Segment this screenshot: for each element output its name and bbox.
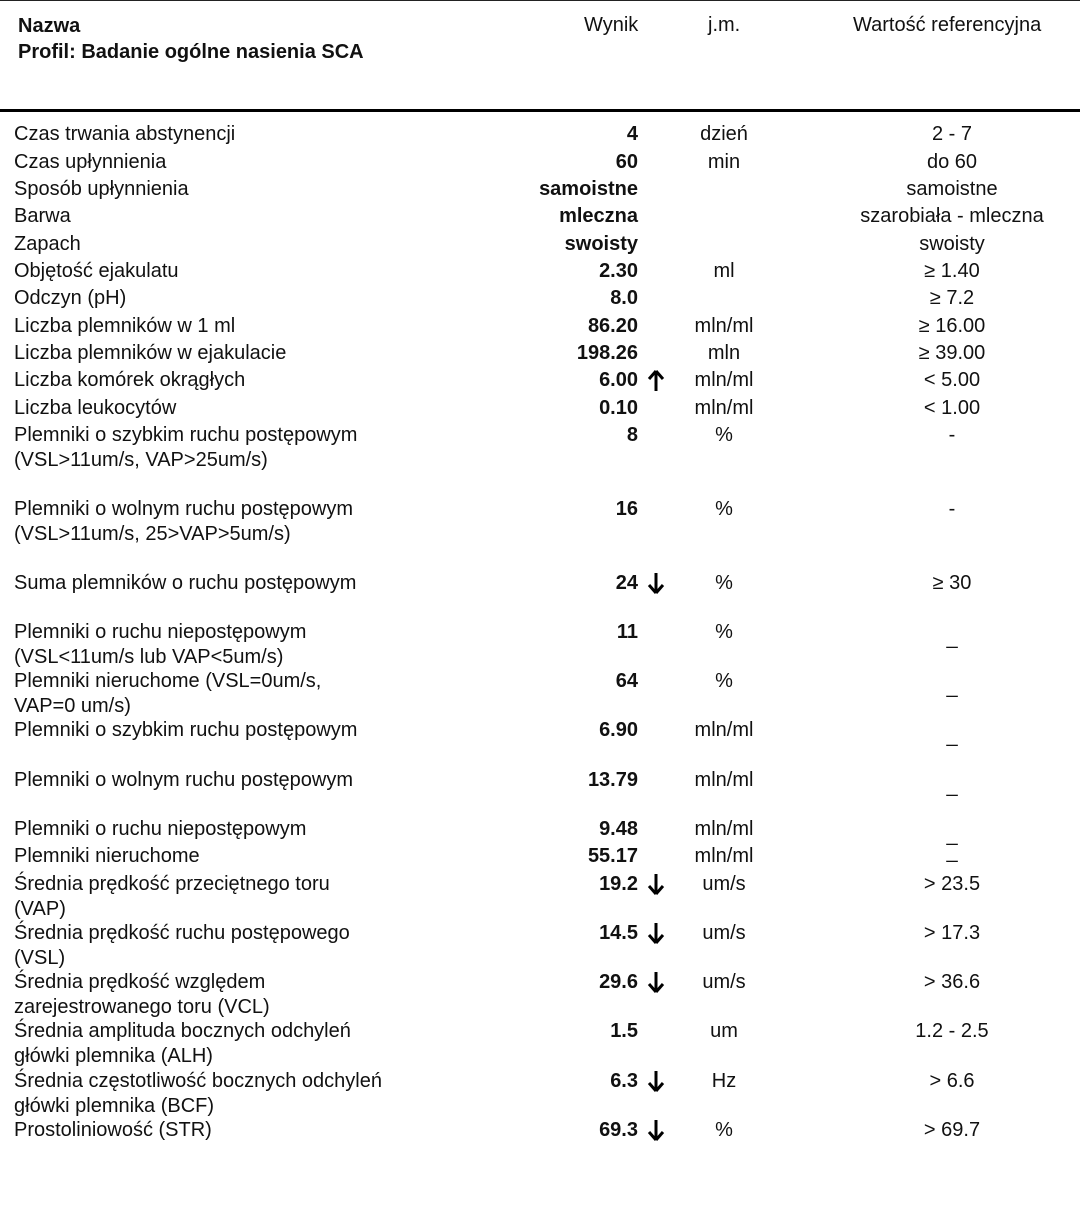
row-reference: _	[946, 627, 958, 649]
row-name: Średnia prędkość przeciętnego toru (VAP)	[14, 873, 330, 920]
row-name: Odczyn (pH)	[14, 287, 127, 309]
row-value: 8.0	[610, 287, 638, 309]
row-name: Prostoliniowość (STR)	[14, 1119, 212, 1141]
row-reference: > 36.6	[923, 971, 981, 993]
row-value: 8	[626, 424, 638, 446]
row-reference: 1.2 - 2.5	[915, 1020, 989, 1042]
row-name: Plemniki o ruchu niepostępowym (VSL<11um/s lub VAP<5um/s)	[14, 621, 307, 668]
row-value: 55.17	[587, 845, 638, 867]
row-unit: %	[715, 572, 733, 594]
row-name: Plemniki o ruchu niepostępowym	[14, 818, 307, 840]
row-unit: mln/ml	[694, 845, 754, 867]
row-reference: szarobiała - mleczna	[860, 205, 1044, 227]
row-value: 16	[615, 498, 638, 520]
row-name: Plemniki nieruchome (VSL=0um/s, VAP=0 um/s)	[14, 670, 322, 717]
row-reference: ≥ 7.2	[929, 287, 975, 309]
row-unit: mln/ml	[694, 315, 754, 337]
row-value: 6.00	[599, 369, 638, 391]
header-separator	[0, 109, 1080, 112]
row-reference: swoisty	[919, 233, 985, 255]
row-name: Sposób upłynnienia	[14, 178, 189, 200]
row-name: Suma plemników o ruchu postępowym	[14, 572, 357, 594]
row-name: Średnia prędkość ruchu postępowego (VSL)	[14, 922, 350, 969]
row-reference: > 17.3	[923, 922, 981, 944]
row-value: mleczna	[559, 205, 638, 227]
row-name: Czas upłynnienia	[14, 151, 167, 173]
row-name: Plemniki nieruchome	[14, 845, 200, 867]
row-unit: mln/ml	[694, 369, 754, 391]
row-value: swoisty	[564, 233, 638, 255]
row-value: 4	[626, 123, 638, 145]
row-value: 11	[616, 621, 638, 643]
row-unit: mln	[707, 342, 741, 364]
row-reference: samoistne	[906, 178, 998, 200]
row-unit: ml	[713, 260, 735, 282]
row-reference: ≥ 30	[932, 572, 972, 594]
row-value: 13.79	[587, 769, 638, 791]
row-reference: -	[948, 498, 956, 520]
row-unit: um/s	[702, 922, 746, 944]
row-value: 6.3	[610, 1070, 638, 1092]
row-value: 0.10	[599, 397, 638, 419]
row-unit: mln/ml	[694, 769, 754, 791]
profile-title: Profil: Badanie ogólne nasienia SCA	[18, 41, 364, 63]
row-reference: _	[946, 725, 958, 747]
row-name: Liczba komórek okrągłych	[14, 369, 246, 391]
row-unit: dzień	[700, 123, 748, 145]
row-reference: > 6.6	[929, 1070, 975, 1092]
row-reference: _	[946, 775, 958, 797]
row-value: 86.20	[587, 315, 638, 337]
row-value: 29.6	[599, 971, 638, 993]
row-name: Plemniki o wolnym ruchu postępowym	[14, 769, 354, 791]
row-name: Średnia prędkość względem zarejestrowanego toru (VCL)	[14, 971, 270, 1018]
row-name: Plemniki o wolnym ruchu postępowym (VSL>11um/s, 25>VAP>5um/s)	[14, 498, 354, 545]
row-unit: um/s	[702, 971, 746, 993]
row-name: Objętość ejakulatu	[14, 260, 179, 282]
row-unit: %	[715, 1119, 733, 1141]
row-value: 2.30	[599, 260, 638, 282]
column-header-result: Wynik	[584, 14, 639, 36]
row-name: Średnia amplituda bocznych odchyleń główki plemnika (ALH)	[14, 1020, 351, 1067]
row-unit: min	[707, 151, 741, 173]
row-name: Liczba leukocytów	[14, 397, 177, 419]
row-reference: _	[946, 824, 958, 846]
row-name: Czas trwania abstynencji	[14, 123, 236, 145]
row-value: 14.5	[599, 922, 638, 944]
row-reference: > 23.5	[923, 873, 981, 895]
row-reference: 2 - 7	[931, 123, 973, 145]
row-reference: do 60	[926, 151, 978, 173]
row-value: 60	[615, 151, 638, 173]
row-reference: _	[946, 841, 958, 863]
row-name: Liczba plemników w ejakulacie	[14, 342, 287, 364]
row-unit: %	[715, 621, 733, 643]
row-name: Plemniki o szybkim ruchu postępowym	[14, 719, 358, 741]
row-name: Średnia częstotliwość bocznych odchyleń główki plemnika (BCF)	[14, 1070, 382, 1117]
row-unit: %	[715, 498, 733, 520]
row-reference: ≥ 39.00	[918, 342, 986, 364]
row-value: 24	[615, 572, 638, 594]
row-unit: Hz	[711, 1070, 737, 1092]
row-value: 6.90	[599, 719, 638, 741]
row-unit: mln/ml	[694, 719, 754, 741]
row-reference: ≥ 16.00	[918, 315, 986, 337]
column-header-unit: j.m.	[708, 14, 741, 36]
row-unit: um	[710, 1020, 738, 1042]
row-value: 9.48	[599, 818, 638, 840]
row-reference: < 5.00	[923, 369, 981, 391]
row-name: Zapach	[14, 233, 81, 255]
row-name: Liczba plemników w 1 ml	[14, 315, 236, 337]
top-rule	[0, 0, 1080, 1]
row-reference: -	[948, 424, 956, 446]
row-value: 69.3	[599, 1119, 638, 1141]
row-name: Plemniki o szybkim ruchu postępowym (VSL>11um/s, VAP>25um/s)	[14, 424, 358, 471]
row-name: Barwa	[14, 205, 71, 227]
row-unit: %	[715, 424, 733, 446]
row-reference: ≥ 1.40	[924, 260, 980, 282]
column-header-name: Nazwa	[18, 15, 81, 37]
column-header-reference: Wartość referencyjna	[853, 14, 1042, 36]
row-reference: _	[946, 676, 958, 698]
row-unit: mln/ml	[694, 818, 754, 840]
row-value: 198.26	[576, 342, 638, 364]
row-reference: < 1.00	[923, 397, 981, 419]
row-value: 1.5	[610, 1020, 638, 1042]
row-value: samoistne	[539, 178, 638, 200]
row-unit: um/s	[702, 873, 746, 895]
row-value: 64	[615, 670, 638, 692]
row-unit: mln/ml	[694, 397, 754, 419]
row-unit: %	[715, 670, 733, 692]
row-value: 19.2	[599, 873, 638, 895]
row-reference: > 69.7	[923, 1119, 981, 1141]
